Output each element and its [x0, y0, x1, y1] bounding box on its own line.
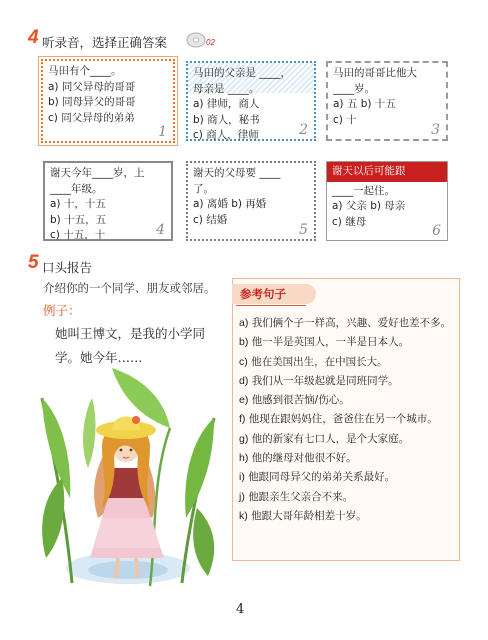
question-line: 马田有个____。 [48, 65, 122, 77]
example-text: 她叫王博文，是我的小学同学。她今年…… [55, 326, 206, 365]
reference-title-underline [236, 305, 306, 306]
question-box-4 [43, 161, 173, 241]
item-text: 他的继母对他很不好。 [251, 452, 357, 465]
section-4-title: 听录音，选择正确答案 [42, 35, 168, 50]
option-b: b) 商人，秘书 [193, 113, 260, 126]
box-number: 2 [299, 121, 308, 138]
reference-item [239, 449, 459, 468]
option-a-b: a) 离婚 b) 再婚 [193, 198, 267, 210]
question-line: ____年级。 [50, 182, 103, 195]
item-text: 他的新家有七口人，是个大家庭。 [251, 432, 410, 445]
option-c: c) 同父异母的弟弟 [48, 111, 135, 124]
reference-item [239, 430, 459, 449]
audio-cd-icon[interactable] [186, 31, 218, 49]
option-a-b: a) 父亲 b) 母亲 [332, 200, 406, 212]
item-label: j) [239, 490, 245, 503]
question-box-5 [186, 161, 316, 241]
reference-item [239, 488, 459, 507]
item-label: i) [239, 471, 245, 484]
reference-item [239, 507, 459, 526]
option-c: c) 十 [333, 113, 357, 126]
section-5-intro: 介绍你的一个同学、朋友或邻居。 [43, 281, 216, 295]
option-b: b) 同母异父的哥哥 [48, 96, 136, 108]
reference-item [239, 391, 459, 410]
box-number: 5 [299, 221, 308, 238]
reference-title: 参考句子 [232, 284, 316, 304]
question-line: 谢天的父母要 ____ [193, 167, 281, 179]
question-box-3 [326, 61, 448, 141]
item-text: 他感到很苦恼/伤心。 [251, 394, 350, 407]
question-line: 马田的父亲是 ____， [193, 67, 291, 79]
item-text: 他跟同母异父的弟弟关系最好。 [248, 471, 396, 484]
reference-item [239, 410, 459, 429]
option-c: c) 十五，十 [50, 229, 106, 241]
item-text: 他现在跟妈妈住，爸爸住在另一个城市。 [248, 413, 438, 426]
page-number: 4 [236, 602, 245, 617]
item-label: g) [239, 432, 249, 445]
item-label: c) [239, 355, 248, 368]
item-text: 他一半是英国人，一半是日本人。 [251, 336, 410, 349]
reference-item [239, 353, 459, 372]
item-label: h) [239, 452, 249, 465]
question-line: ____岁。 [333, 82, 375, 95]
question-box-6 [326, 161, 448, 241]
section-4-number: 4 [28, 27, 39, 48]
option-c: c) 继母 [332, 215, 367, 228]
item-label: b) [239, 336, 249, 349]
item-label: k) [239, 509, 248, 522]
item-text: 他在美国出生，在中国长大。 [251, 355, 388, 368]
item-text: 他跟亲生父亲合不来。 [248, 490, 354, 503]
girl-illustration [32, 358, 220, 590]
question-line: ____一起住。 [332, 184, 395, 197]
reference-item [239, 314, 459, 333]
item-text: 我们从一年级起就是同班同学。 [251, 374, 399, 387]
item-text: 我们俩个子一样高，兴趣、爱好也差不多。 [251, 317, 452, 329]
audio-track-number: 02 [206, 38, 215, 47]
reference-item [239, 333, 459, 352]
question-header: 谢天以后可能跟 [327, 162, 447, 182]
question-line: 马田的哥哥比他大 [333, 67, 417, 79]
question-line: 母亲是 ____。 [193, 82, 260, 95]
question-line: 了。 [193, 182, 214, 195]
reference-item [239, 372, 459, 391]
question-line: 谢天今年____岁，上 [50, 167, 145, 179]
option-a: a) 同父异母的哥哥 [48, 80, 136, 93]
section-5-number: 5 [28, 252, 39, 273]
box-number: 3 [431, 121, 440, 138]
section-5-title: 口头报告 [42, 260, 93, 275]
box-number: 1 [158, 123, 167, 140]
option-a: a) 十，十五 [50, 198, 106, 210]
box-number: 4 [156, 221, 165, 238]
item-label: d) [239, 374, 249, 387]
option-a-b: a) 五 b) 十五 [333, 98, 396, 110]
option-b: b) 十五，五 [50, 213, 107, 226]
option-c: c) 商人，律师 [193, 129, 259, 141]
reference-list [239, 314, 459, 526]
example-label: 例子： [43, 303, 81, 318]
item-text: 他跟大哥年龄相差十岁。 [251, 509, 367, 522]
item-label: a) [239, 317, 249, 329]
question-box-1 [41, 59, 175, 143]
item-label: f) [239, 413, 246, 426]
box-number: 6 [432, 222, 441, 239]
question-box-2 [186, 61, 316, 141]
option-a: a) 律师，商人 [193, 98, 260, 110]
option-c: c) 结婚 [193, 213, 228, 226]
item-label: e) [239, 394, 249, 407]
reference-item [239, 468, 459, 487]
